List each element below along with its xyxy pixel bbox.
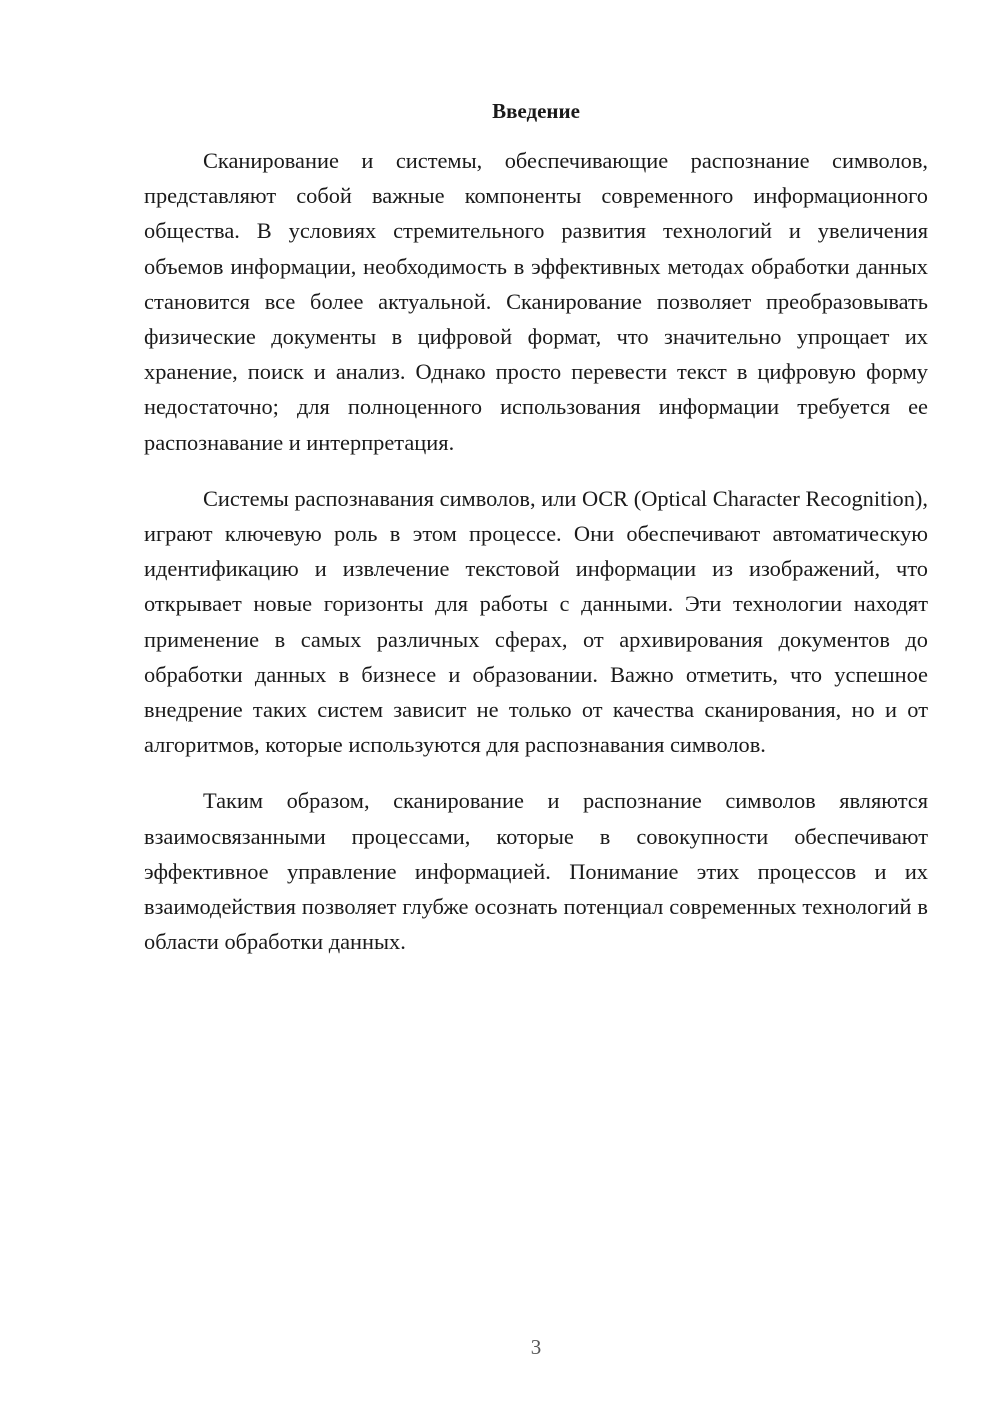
paragraph-2: Системы распознавания символов, или OCR (Optical Character Recognition), играют ключевую роль в этом процессе. Они обеспечивают автоматическую идентификацию и извлечение текстовой информации из изображений, что открывает новые горизонты для работы с данными. Эти технологии находят применение в самых различных сферах, от архивирования документов до обработки данных в бизнесе и образовании. Важно отметить, что успешное внедрение таких систем зависит не только от качества сканирования, но и от алгоритмов, которые используются для распознавания символов. (144, 485, 928, 758)
body-text (144, 143, 928, 959)
paragraph-3: Таким образом, сканирование и распознание символов являются взаимосвязанными процессами, которые в совокупности обеспечивают эффективное управление информацией. Понимание этих процессов и их взаимодействия позволяет глубже осознать потенциал современных технологий в области обработки данных. (144, 788, 928, 955)
page-number: 3 (530, 1335, 542, 1359)
section-title: Введение (492, 99, 580, 123)
paragraph-1: Сканирование и системы, обеспечивающие распознание символов, представляют собой важные компоненты современного информационного общества. В условиях стремительного развития технологий и увеличения объемов информации, необходимость в эффективных методах обработки данных становится все более актуальной. Сканирование позволяет преобразовывать физические документы в цифровой формат, что значительно упрощает их хранение, поиск и анализ. Однако просто перевести текст в цифровую форму недостаточно; для полноценного использования информации требуется ее распознавание и интерпретация. (144, 148, 928, 455)
